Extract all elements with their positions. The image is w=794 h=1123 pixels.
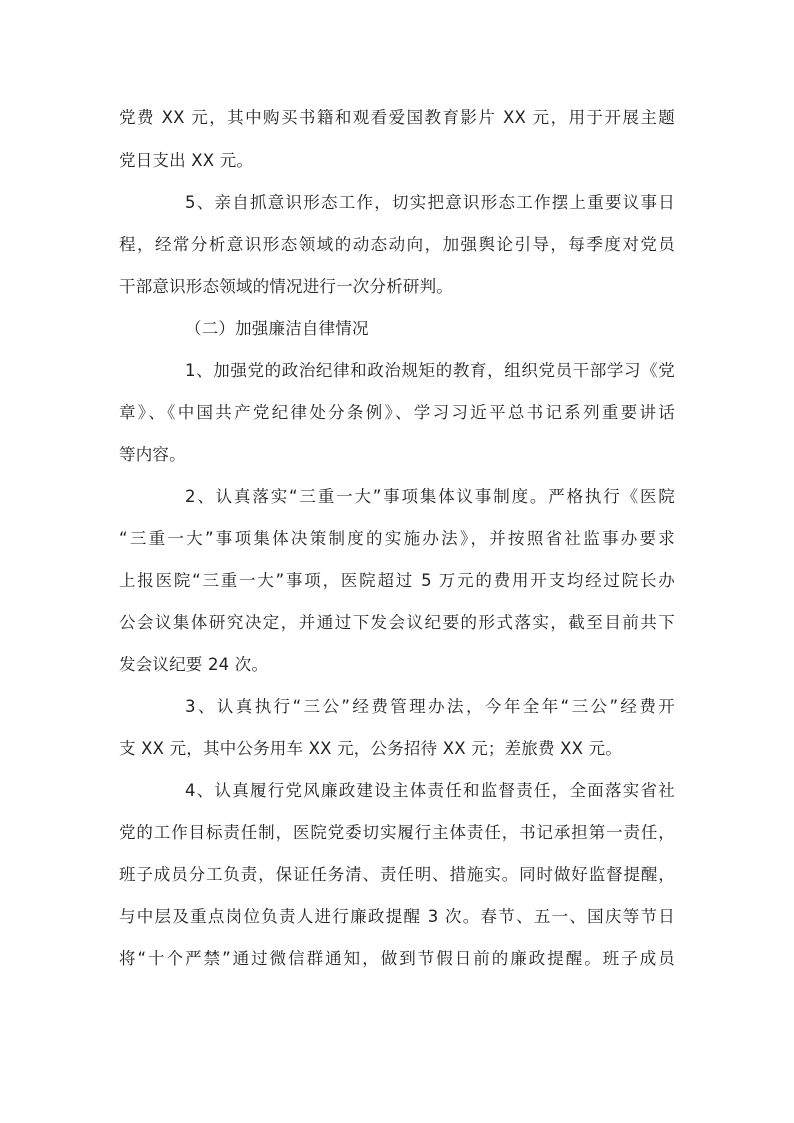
body-text-line: 党的工作目标责任制，医院党委切实履行主体责任，书记承担第一责任， xyxy=(119,823,675,842)
body-text-line: 等内容。 xyxy=(119,445,186,464)
body-text-line: 与中层及重点岗位负责人进行廉政提醒 3 次。春节、五一、国庆等节日 xyxy=(119,907,675,926)
body-text-line: 3、认真执行“三公”经费管理办法，今年全年“三公”经费开 xyxy=(185,697,675,716)
body-text-line: 党日支出 XX 元。 xyxy=(119,151,254,170)
body-text-line: 党费 XX 元，其中购买书籍和观看爱国教育影片 XX 元，用于开展主题 xyxy=(119,108,675,127)
body-text-line: “三重一大”事项集体决策制度的实施办法》，并按照省社监事办要求 xyxy=(119,529,675,548)
body-text-line: 上报医院“三重一大”事项，医院超过 5 万元的费用开支均经过院长办 xyxy=(119,571,675,590)
section-heading: （二）加强廉洁自律情况 xyxy=(185,319,369,338)
body-text-line: 1、加强党的政治纪律和政治规矩的教育，组织党员干部学习《党 xyxy=(185,361,675,380)
body-text-line: 发会议纪要 24 次。 xyxy=(119,655,269,674)
body-text-line: 程，经常分析意识形态领域的动态动向，加强舆论引导，每季度对党员 xyxy=(119,235,675,254)
body-text-line: 章》、《中国共产党纪律处分条例》、学习习近平总书记系列重要讲话 xyxy=(119,403,675,422)
body-text-line: 5、亲自抓意识形态工作，切实把意识形态工作摆上重要议事日 xyxy=(185,193,675,212)
body-text-line: 将“十个严禁”通过微信群通知，做到节假日前的廉政提醒。班子成员 xyxy=(119,949,675,968)
body-text-line: 干部意识形态领域的情况进行一次分析研判。 xyxy=(119,277,453,296)
body-text-line: 支 XX 元，其中公务用车 XX 元，公务招待 XX 元；差旅费 XX 元。 xyxy=(119,739,622,758)
body-text-line: 班子成员分工负责，保证任务清、责任明、措施实。同时做好监督提醒， xyxy=(119,865,675,884)
body-text-line: 2、认真落实“三重一大”事项集体议事制度。严格执行《医院 xyxy=(185,487,675,506)
body-text-line: 公会议集体研究决定，并通过下发会议纪要的形式落实，截至目前共下 xyxy=(119,613,675,632)
body-text-line: 4、认真履行党风廉政建设主体责任和监督责任，全面落实省社 xyxy=(185,781,675,800)
